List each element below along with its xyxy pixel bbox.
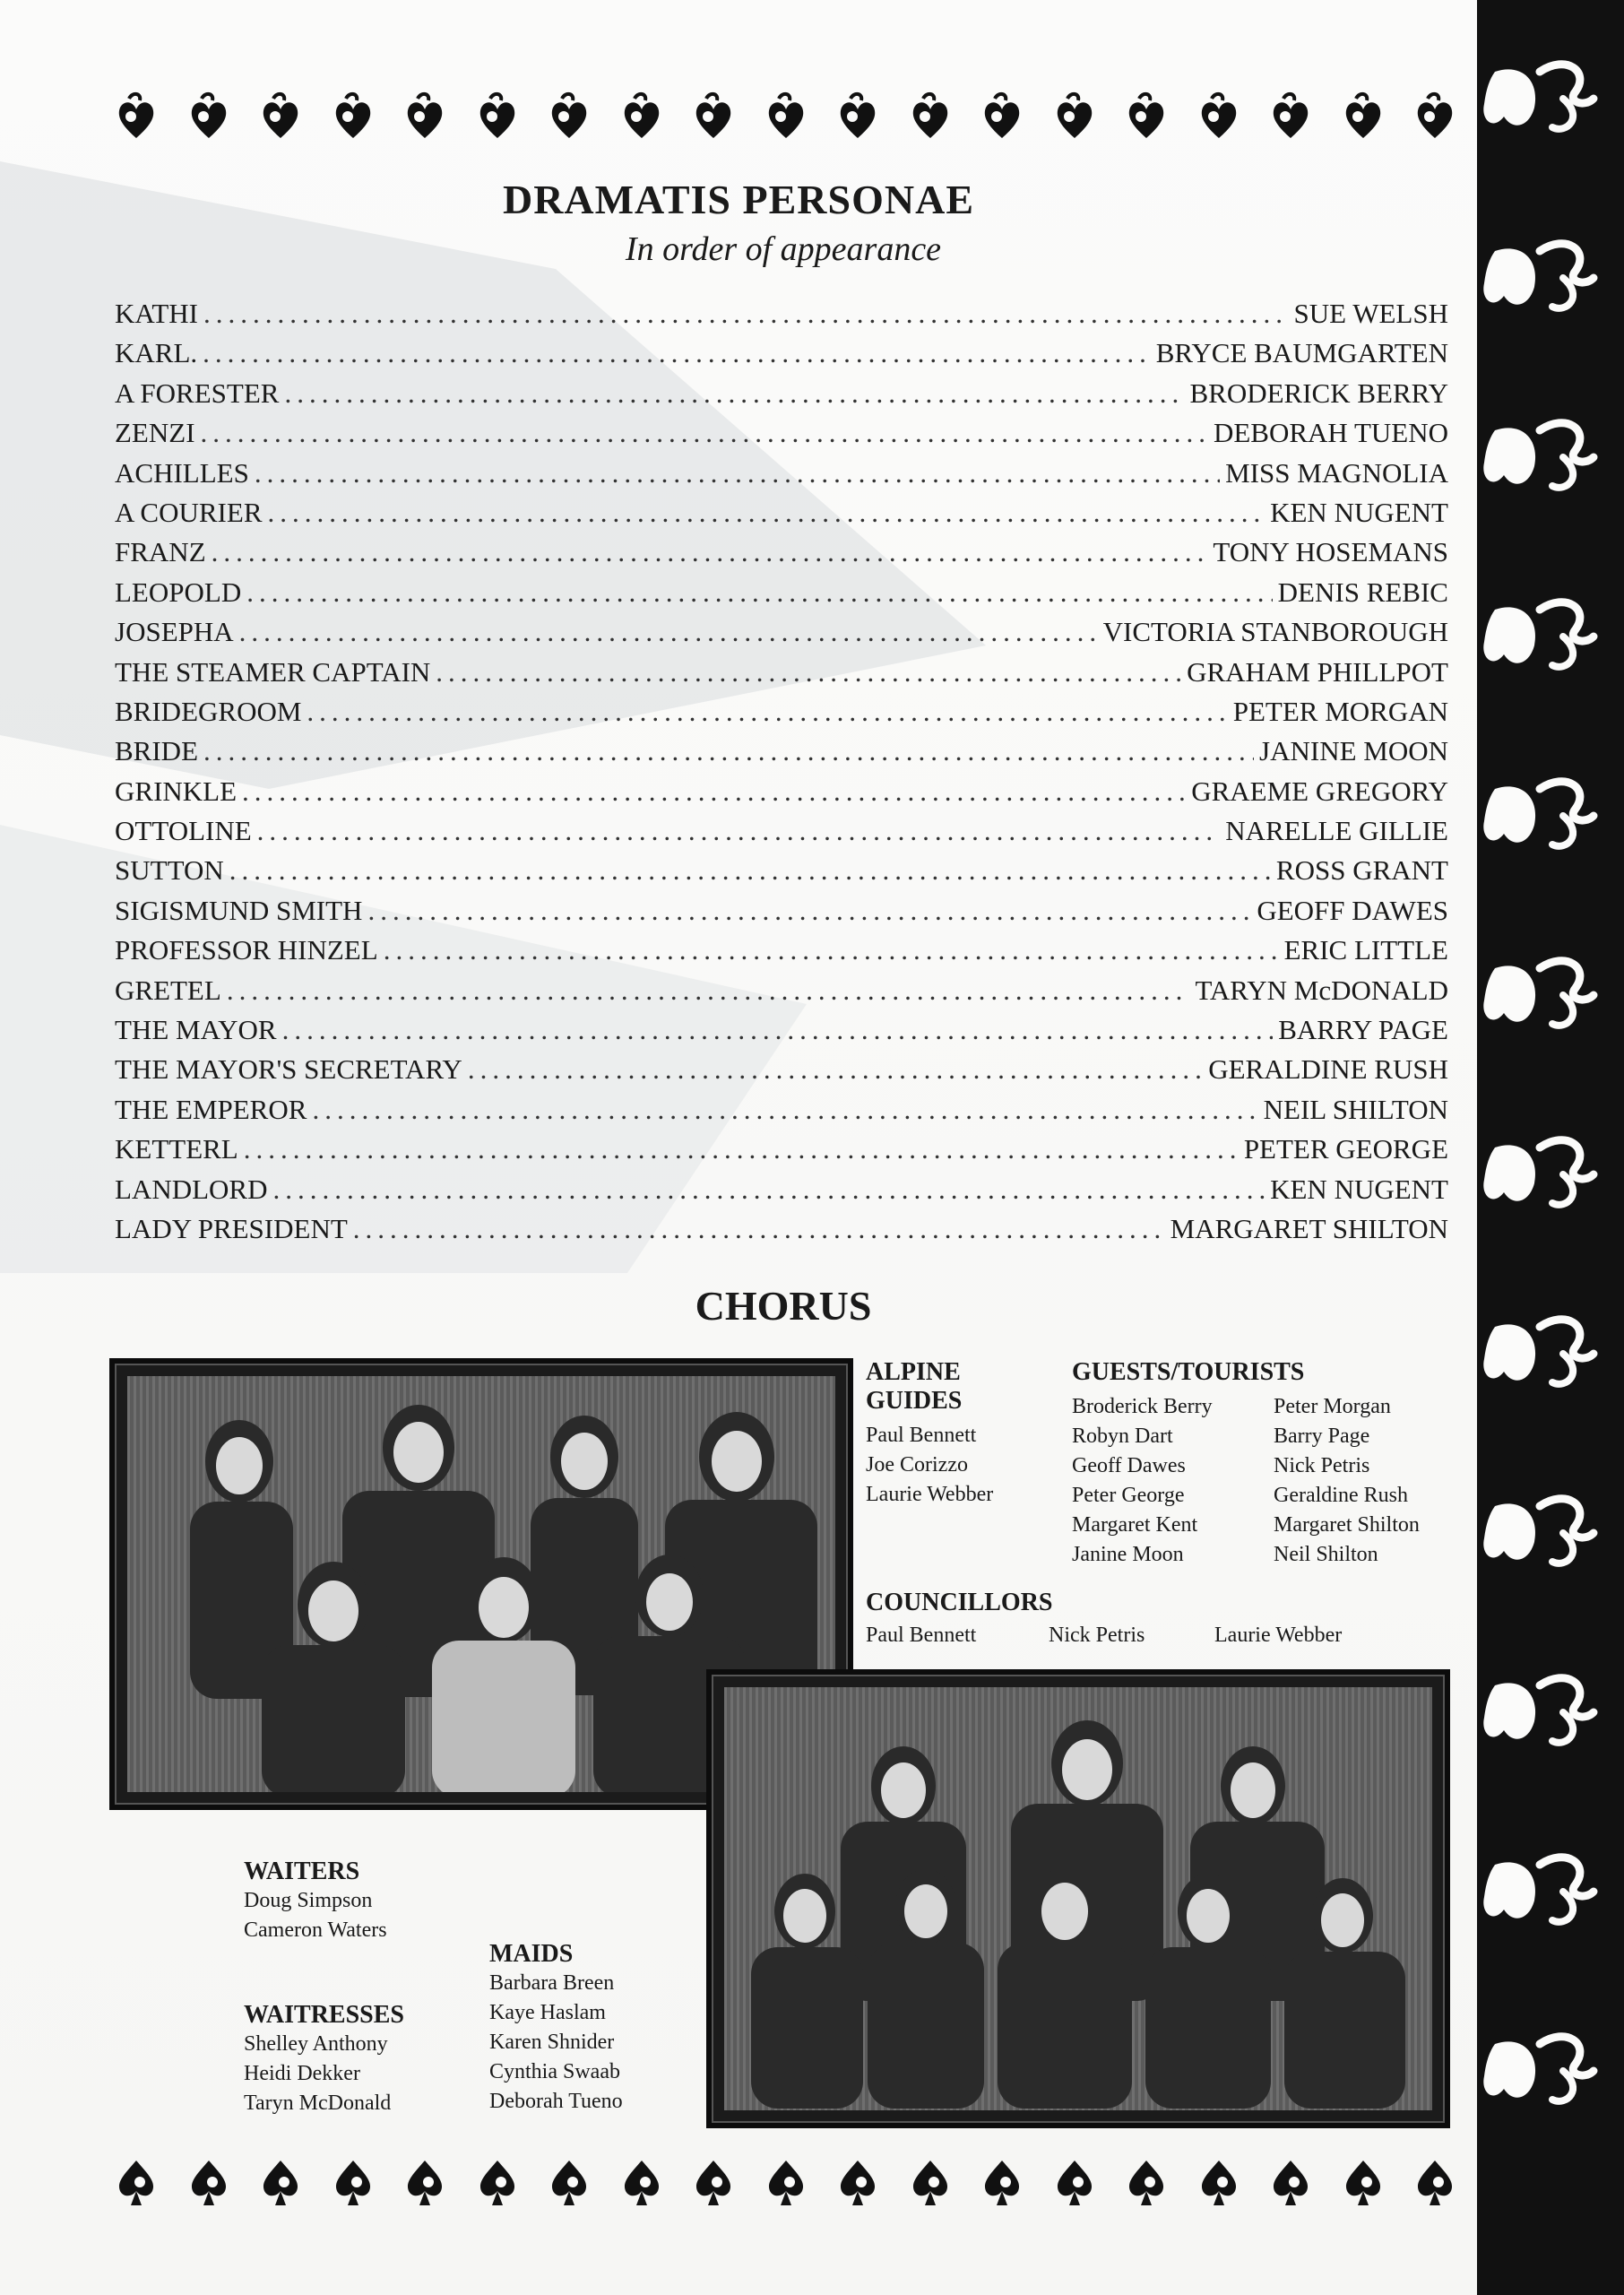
dot-leader bbox=[242, 772, 1186, 811]
cast-row bbox=[115, 732, 1448, 771]
cast-actor: BRYCE BAUMGARTEN bbox=[1155, 337, 1448, 369]
cast-actor: PETER GEORGE bbox=[1243, 1133, 1448, 1165]
cast-row bbox=[115, 772, 1448, 811]
heart-swirl-icon bbox=[1477, 762, 1624, 861]
list-item: Geoff Dawes bbox=[1072, 1454, 1186, 1477]
cast-list bbox=[115, 294, 1448, 1249]
cast-row bbox=[115, 1010, 1448, 1050]
heart-swirl-icon bbox=[1477, 45, 1624, 143]
heart-curl-icon bbox=[1412, 90, 1458, 143]
heart-curl-icon bbox=[834, 90, 881, 143]
heart-swirl-icon bbox=[1477, 583, 1624, 681]
cast-actor: BRODERICK BERRY bbox=[1189, 377, 1448, 409]
dot-leader bbox=[268, 493, 1266, 533]
cast-actor: PETER MORGAN bbox=[1232, 695, 1448, 727]
heart-curl-icon bbox=[907, 90, 954, 143]
heart-swirl-icon bbox=[1477, 941, 1624, 1040]
guests-tourists-heading: GUESTS/TOURISTS bbox=[1072, 1358, 1305, 1386]
cast-role: THE MAYOR bbox=[115, 1014, 277, 1046]
dot-leader bbox=[282, 1010, 1274, 1050]
guests-tourists-group bbox=[1072, 1358, 1453, 1570]
spade-curl-icon bbox=[1196, 2155, 1242, 2209]
list-item: Heidi Dekker bbox=[244, 2062, 360, 2085]
cast-actor: DEBORAH TUENO bbox=[1213, 417, 1448, 449]
cast-role: SUTTON bbox=[115, 854, 224, 887]
cast-row bbox=[115, 612, 1448, 652]
cast-role: BRIDE bbox=[115, 735, 198, 767]
waiters-group bbox=[244, 1858, 387, 1945]
side-decorative-strip bbox=[1477, 0, 1624, 2295]
spade-curl-icon bbox=[186, 2155, 232, 2209]
cast-actor: MARGARET SHILTON bbox=[1170, 1212, 1448, 1244]
dot-leader bbox=[212, 533, 1208, 572]
maids-group bbox=[489, 1940, 623, 2117]
cast-actor: NARELLE GILLIE bbox=[1225, 815, 1448, 847]
cast-role: BRIDEGROOM bbox=[115, 695, 302, 727]
dot-leader bbox=[239, 612, 1098, 652]
spade-curl-icon bbox=[113, 2155, 160, 2209]
list-item: Geraldine Rush bbox=[1274, 1484, 1408, 1507]
cast-actor: KEN NUGENT bbox=[1270, 1173, 1448, 1205]
heart-curl-icon bbox=[763, 90, 809, 143]
spade-curl-icon bbox=[1123, 2155, 1170, 2209]
list-item: Janine Moon bbox=[1072, 1543, 1184, 1566]
list-item: Deborah Tueno bbox=[489, 2090, 623, 2113]
list-item: Kaye Haslam bbox=[489, 2001, 606, 2024]
group-portrait-figures bbox=[724, 1687, 1432, 2110]
cast-actor: MISS MAGNOLIA bbox=[1225, 456, 1448, 489]
list-item: Karen Shnider bbox=[489, 2031, 615, 2054]
page-subtitle: In order of appearance bbox=[625, 230, 942, 268]
heart-curl-icon bbox=[690, 90, 737, 143]
list-item: Nick Petris bbox=[1049, 1624, 1145, 1647]
cast-row bbox=[115, 811, 1448, 851]
cast-role: LEOPOLD bbox=[115, 576, 242, 608]
spade-curl-icon bbox=[979, 2155, 1025, 2209]
cast-role: ZENZI bbox=[115, 417, 195, 449]
waitresses-group bbox=[244, 2001, 404, 2118]
list-item: Broderick Berry bbox=[1072, 1395, 1213, 1418]
cast-role: GRINKLE bbox=[115, 775, 238, 807]
dot-leader bbox=[468, 1050, 1203, 1089]
list-item: Barbara Breen bbox=[489, 1971, 615, 1995]
dot-leader bbox=[312, 1090, 1257, 1130]
heart-swirl-icon bbox=[1477, 1838, 1624, 1936]
cast-actor: GRAHAM PHILLPOT bbox=[1187, 655, 1448, 688]
dot-leader bbox=[284, 374, 1184, 413]
heart-curl-icon bbox=[546, 90, 592, 143]
list-item: Laurie Webber bbox=[1214, 1624, 1343, 1647]
dot-leader bbox=[229, 851, 1271, 890]
dot-leader bbox=[307, 692, 1227, 732]
list-item: Laurie Webber bbox=[866, 1483, 994, 1506]
dot-leader bbox=[367, 891, 1251, 931]
cast-actor: DENIS REBIC bbox=[1277, 576, 1448, 608]
cast-row bbox=[115, 851, 1448, 890]
list-item: Nick Petris bbox=[1274, 1454, 1370, 1477]
spade-curl-icon bbox=[834, 2155, 881, 2209]
cast-actor: NEIL SHILTON bbox=[1263, 1093, 1448, 1125]
cast-row bbox=[115, 294, 1448, 333]
cast-row bbox=[115, 573, 1448, 612]
alpine-guides-heading-2: GUIDES bbox=[866, 1387, 963, 1415]
cast-actor: SUE WELSH bbox=[1293, 298, 1448, 329]
list-item: Neil Shilton bbox=[1274, 1543, 1378, 1566]
page-title: DRAMATIS PERSONAE bbox=[502, 177, 975, 222]
cast-row bbox=[115, 1209, 1448, 1249]
spade-curl-icon bbox=[763, 2155, 809, 2209]
spade-curl-icon bbox=[402, 2155, 448, 2209]
heart-swirl-icon bbox=[1477, 1479, 1624, 1578]
cast-row bbox=[115, 1090, 1448, 1130]
top-ornament-row bbox=[113, 90, 1457, 152]
spade-curl-icon bbox=[1412, 2155, 1458, 2209]
cast-role: FRANZ bbox=[115, 536, 206, 568]
cast-role: ACHILLES bbox=[115, 456, 249, 489]
spade-curl-icon bbox=[907, 2155, 954, 2209]
spade-curl-icon bbox=[1340, 2155, 1386, 2209]
cast-role: PROFESSOR HINZEL bbox=[115, 934, 378, 966]
list-item: Paul Bennett bbox=[866, 1424, 977, 1447]
cast-actor: TARYN McDONALD bbox=[1195, 974, 1448, 1006]
heart-curl-icon bbox=[474, 90, 521, 143]
bottom-ornament-row bbox=[113, 2155, 1457, 2218]
heart-swirl-icon bbox=[1477, 2017, 1624, 2116]
councillors-group bbox=[866, 1589, 1342, 1650]
cast-role: THE MAYOR'S SECRETARY bbox=[115, 1053, 462, 1086]
waitresses-heading: WAITRESSES bbox=[244, 2001, 404, 2029]
list-item: Shelley Anthony bbox=[244, 2032, 388, 2056]
heart-curl-icon bbox=[186, 90, 232, 143]
cast-actor: VICTORIA STANBOROUGH bbox=[1102, 616, 1448, 648]
list-item: Paul Bennett bbox=[866, 1624, 977, 1647]
maids-heading: MAIDS bbox=[489, 1940, 574, 1968]
dot-leader bbox=[353, 1209, 1165, 1249]
cast-row bbox=[115, 931, 1448, 970]
dot-leader bbox=[257, 811, 1221, 851]
dot-leader bbox=[255, 454, 1220, 493]
heart-curl-icon bbox=[257, 90, 304, 143]
spade-curl-icon bbox=[1051, 2155, 1098, 2209]
cast-role: A FORESTER bbox=[115, 377, 280, 409]
heart-curl-icon bbox=[618, 90, 665, 143]
cast-actor: BARRY PAGE bbox=[1278, 1014, 1448, 1046]
cast-actor: ERIC LITTLE bbox=[1283, 934, 1448, 966]
cast-row bbox=[115, 891, 1448, 931]
cast-row bbox=[115, 454, 1448, 493]
list-item: Peter George bbox=[1072, 1484, 1185, 1507]
spade-curl-icon bbox=[474, 2155, 521, 2209]
heart-curl-icon bbox=[1267, 90, 1314, 143]
cast-role: GRETEL bbox=[115, 974, 221, 1006]
cast-row bbox=[115, 333, 1448, 373]
cast-role: THE EMPEROR bbox=[115, 1093, 307, 1125]
cast-actor: ROSS GRANT bbox=[1275, 854, 1448, 887]
cast-role: KETTERL bbox=[115, 1133, 238, 1165]
dot-leader bbox=[203, 294, 1288, 333]
cast-role: LANDLORD bbox=[115, 1173, 268, 1205]
heart-swirl-icon bbox=[1477, 1121, 1624, 1219]
chorus-title: CHORUS bbox=[695, 1283, 872, 1329]
heart-swirl-icon bbox=[1477, 403, 1624, 502]
cast-row bbox=[115, 1050, 1448, 1089]
cast-actor: KEN NUGENT bbox=[1270, 496, 1448, 528]
cast-role: LADY PRESIDENT bbox=[115, 1212, 348, 1244]
cast-role: A COURIER bbox=[115, 496, 263, 528]
spade-curl-icon bbox=[546, 2155, 592, 2209]
cast-actor: TONY HOSEMANS bbox=[1213, 536, 1448, 568]
heart-swirl-icon bbox=[1477, 1658, 1624, 1757]
spade-curl-icon bbox=[1267, 2155, 1314, 2209]
list-item: Taryn McDonald bbox=[244, 2091, 392, 2115]
spade-curl-icon bbox=[257, 2155, 304, 2209]
heart-curl-icon bbox=[1123, 90, 1170, 143]
dot-leader bbox=[384, 931, 1279, 970]
spade-curl-icon bbox=[690, 2155, 737, 2209]
dot-leader bbox=[203, 732, 1254, 771]
heart-curl-icon bbox=[113, 90, 160, 143]
cast-role: KATHI bbox=[115, 298, 198, 329]
list-item: Joe Corizzo bbox=[866, 1453, 968, 1477]
cast-role: OTTOLINE bbox=[115, 815, 252, 847]
heart-curl-icon bbox=[979, 90, 1025, 143]
list-item: Robyn Dart bbox=[1072, 1425, 1173, 1448]
cast-actor: GRAEME GREGORY bbox=[1191, 775, 1448, 807]
spade-curl-icon bbox=[618, 2155, 665, 2209]
spade-curl-icon bbox=[330, 2155, 376, 2209]
cast-row bbox=[115, 493, 1448, 533]
list-item: Margaret Kent bbox=[1072, 1513, 1198, 1537]
dot-leader bbox=[203, 333, 1151, 373]
list-item: Doug Simpson bbox=[244, 1889, 373, 1912]
dot-leader bbox=[436, 653, 1181, 692]
dot-leader bbox=[246, 573, 1272, 612]
cast-actor: GERALDINE RUSH bbox=[1208, 1053, 1448, 1086]
dot-leader bbox=[244, 1130, 1239, 1169]
alpine-guides-heading: ALPINE bbox=[866, 1358, 961, 1386]
heart-curl-icon bbox=[1196, 90, 1242, 143]
cast-row bbox=[115, 1170, 1448, 1209]
cast-role: THE STEAMER CAPTAIN bbox=[115, 655, 431, 688]
heart-curl-icon bbox=[1051, 90, 1098, 143]
cast-row bbox=[115, 1130, 1448, 1169]
dot-leader bbox=[227, 971, 1190, 1010]
cast-actor: GEOFF DAWES bbox=[1257, 894, 1448, 926]
cast-actor: JANINE MOON bbox=[1259, 735, 1448, 767]
waiters-heading: WAITERS bbox=[244, 1858, 360, 1885]
list-item: Peter Morgan bbox=[1274, 1395, 1391, 1418]
cast-role: SIGISMUND SMITH bbox=[115, 894, 363, 926]
dot-leader bbox=[201, 413, 1208, 453]
cast-row bbox=[115, 374, 1448, 413]
heart-curl-icon bbox=[330, 90, 376, 143]
chorus-photo-guides-maids bbox=[706, 1669, 1450, 2128]
cast-row bbox=[115, 653, 1448, 692]
list-item: Cynthia Swaab bbox=[489, 2060, 620, 2083]
dot-leader bbox=[273, 1170, 1266, 1209]
heart-curl-icon bbox=[1340, 90, 1386, 143]
alpine-guides-group bbox=[866, 1358, 993, 1510]
cast-row bbox=[115, 971, 1448, 1010]
list-item: Cameron Waters bbox=[244, 1918, 387, 1942]
cast-role: KARL. bbox=[115, 337, 198, 369]
cast-row bbox=[115, 533, 1448, 572]
cast-role: JOSEPHA bbox=[115, 616, 234, 648]
cast-row bbox=[115, 413, 1448, 453]
heart-curl-icon bbox=[402, 90, 448, 143]
list-item: Barry Page bbox=[1274, 1425, 1370, 1448]
list-item: Margaret Shilton bbox=[1274, 1513, 1420, 1537]
cast-row bbox=[115, 692, 1448, 732]
councillors-heading: COUNCILLORS bbox=[866, 1589, 1053, 1616]
